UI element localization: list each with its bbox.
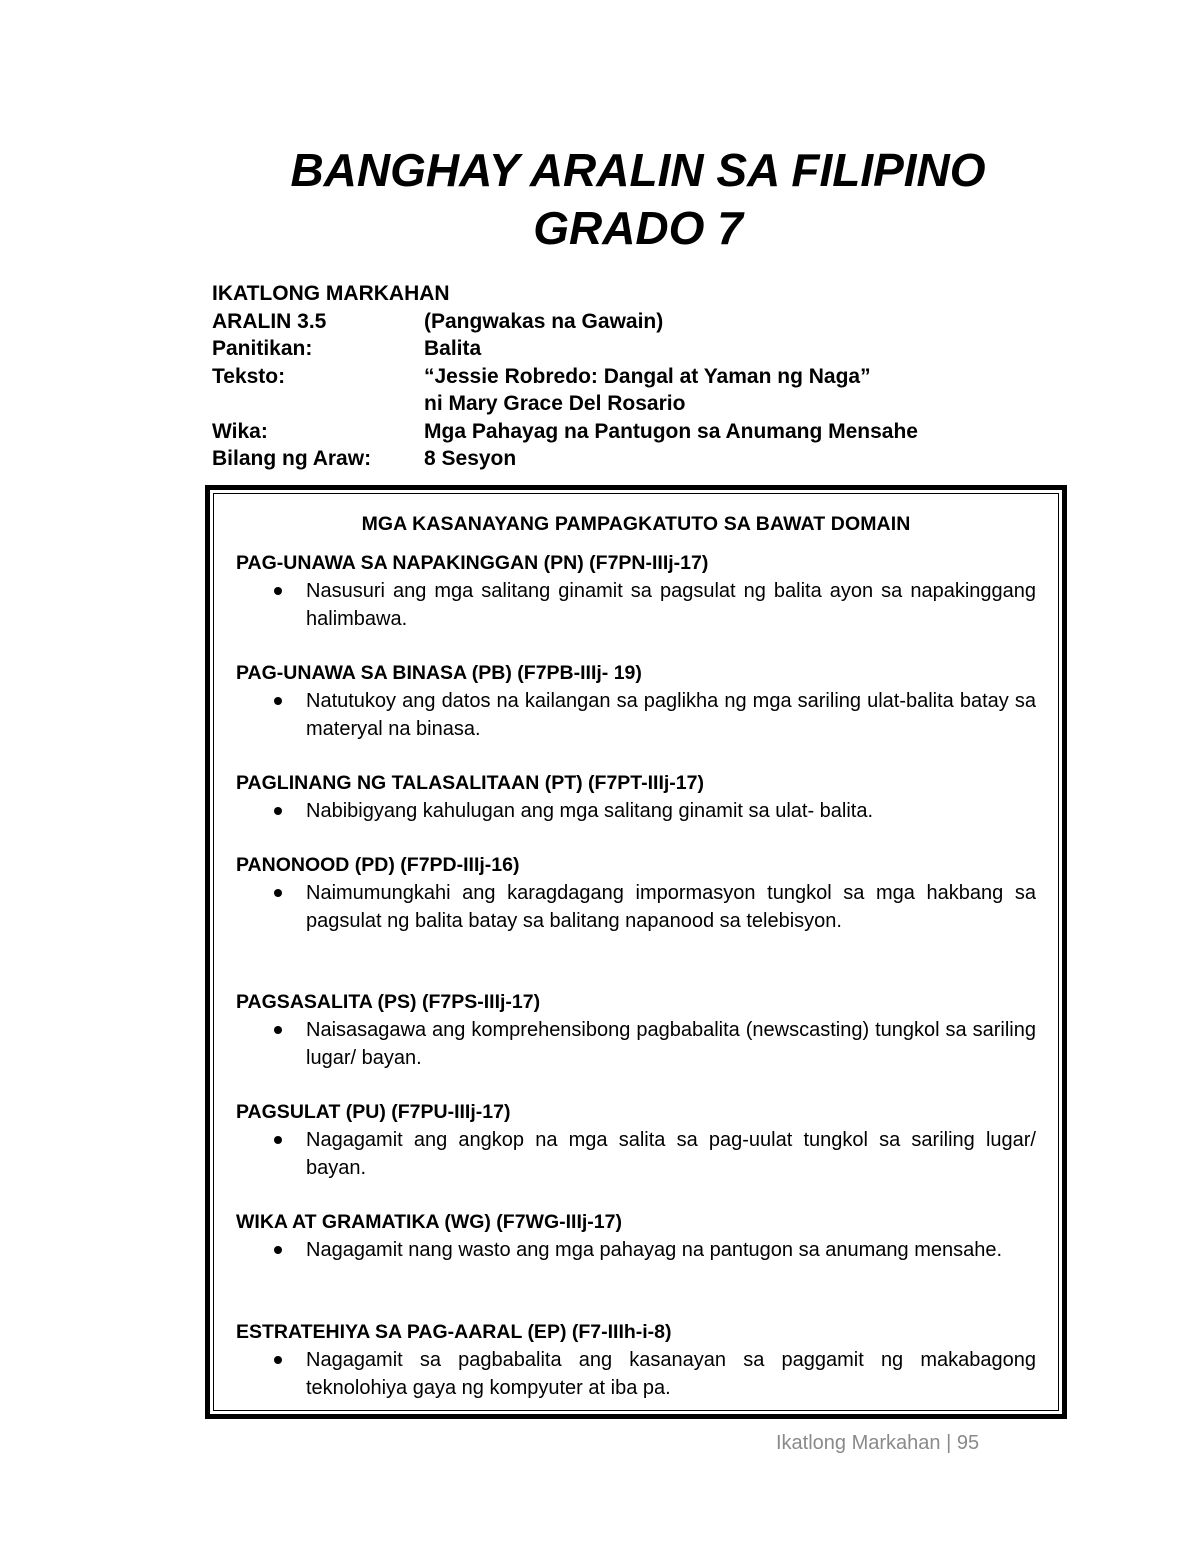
competency-item [236, 1126, 1036, 1182]
competency-section [236, 851, 1036, 935]
text-label: Teksto: [212, 364, 286, 388]
competency-title: PAG-UNAWA SA BINASA (PB) (F7PB-IIIj- 19) [236, 662, 642, 684]
bullet-icon [274, 587, 282, 595]
text-value: “Jessie Robredo: Dangal at Yaman ng Naga” [424, 364, 871, 388]
literature-row [212, 335, 482, 363]
bullet-icon [274, 1136, 282, 1144]
lesson-value: (Pangwakas na Gawain) [424, 309, 664, 333]
lesson-label: ARALIN 3.5 [212, 309, 327, 333]
competency-title: PAGSASALITA (PS) (F7PS-IIIj-17) [236, 991, 541, 1013]
competency-title: ESTRATEHIYA SA PAG-AARAL (EP) (F7-IIIh-i-8) [236, 1321, 672, 1343]
lesson-row [212, 308, 664, 336]
competency-section [236, 1318, 1036, 1402]
author-value: ni Mary Grace Del Rosario [424, 392, 686, 415]
competency-item [236, 879, 1036, 935]
competency-section [236, 1208, 1036, 1264]
competency-section [236, 769, 1036, 825]
competencies-inner-frame [213, 493, 1059, 1411]
competency-text: Nagagamit ang angkop na mga salita sa pag-uulat tungkol sa sariling lugar/ bayan. [306, 1129, 1036, 1179]
competency-section [236, 1098, 1036, 1182]
competency-text: Naisasagawa ang komprehensibong pagbabalita (newscasting) tungkol sa sariling lugar/ bayan. [306, 1019, 1036, 1069]
quarter-heading: IKATLONG MARKAHAN [212, 282, 450, 305]
document-title: BANGHAY ARALIN SA FILIPINO [290, 144, 986, 196]
competency-title: PAG-UNAWA SA NAPAKINGGAN (PN) (F7PN-IIIj-17) [236, 552, 709, 574]
lesson-info [212, 280, 918, 473]
competency-text: Natutukoy ang datos na kailangan sa paglikha ng mga sariling ulat-balita batay sa materyal na binasa. [306, 690, 1036, 740]
competencies-box [205, 485, 1067, 1419]
literature-label: Panitikan: [212, 337, 313, 360]
competency-text: Nagagamit nang wasto ang mga pahayag na pantugon sa anumang mensahe. [306, 1239, 1003, 1261]
bullet-icon [274, 1356, 282, 1364]
language-row [212, 418, 918, 446]
competency-section [236, 659, 1036, 743]
competency-text: Naimumungkahi ang karagdagang impormasyon tungkol sa mga hakbang sa pagsulat ng balita batay sa balitang napanood sa telebisyon. [306, 882, 1036, 932]
competency-item [236, 797, 1036, 825]
page-footer: Ikatlong Markahan | 95 [776, 1432, 980, 1454]
competency-item [236, 1016, 1036, 1072]
competency-item [236, 1346, 1036, 1402]
bullet-icon [274, 697, 282, 705]
competency-section [236, 988, 1036, 1072]
language-label: Wika: [212, 419, 268, 443]
document-subtitle-grade: GRADO 7 [533, 202, 743, 254]
competency-title: WIKA AT GRAMATIKA (WG) (F7WG-IIIj-17) [236, 1211, 622, 1233]
competencies-heading: MGA KASANAYANG PAMPAGKATUTO SA BAWAT DOMAIN [361, 513, 911, 535]
days-row [212, 445, 517, 473]
bullet-icon [274, 889, 282, 897]
days-label: Bilang ng Araw: [212, 447, 372, 470]
competency-section [236, 549, 1036, 633]
competency-item [236, 577, 1036, 633]
language-value: Mga Pahayag na Pantugon sa Anumang Mensahe [424, 419, 918, 443]
text-row [212, 363, 871, 391]
competency-text: Nagagamit sa pagbabalita ang kasanayan sa paggamit ng makabagong teknolohiya gaya ng kompyuter at iba pa. [306, 1349, 1036, 1399]
author-row [212, 390, 686, 418]
days-value: 8 Sesyon [424, 447, 517, 470]
competency-title: PAGSULAT (PU) (F7PU-IIIj-17) [236, 1101, 511, 1123]
competency-title: PANONOOD (PD) (F7PD-IIIj-16) [236, 854, 520, 876]
bullet-icon [274, 807, 282, 815]
competency-title: PAGLINANG NG TALASALITAAN (PT) (F7PT-IIIj-17) [236, 772, 704, 794]
competency-item [236, 687, 1036, 743]
competency-text: Nasusuri ang mga salitang ginamit sa pagsulat ng balita ayon sa napakinggang halimbawa. [306, 580, 1036, 630]
bullet-icon [274, 1026, 282, 1034]
literature-value: Balita [424, 337, 482, 360]
competency-item [236, 1236, 1036, 1264]
competency-text: Nabibigyang kahulugan ang mga salitang ginamit sa ulat- balita. [306, 800, 874, 822]
bullet-icon [274, 1246, 282, 1254]
